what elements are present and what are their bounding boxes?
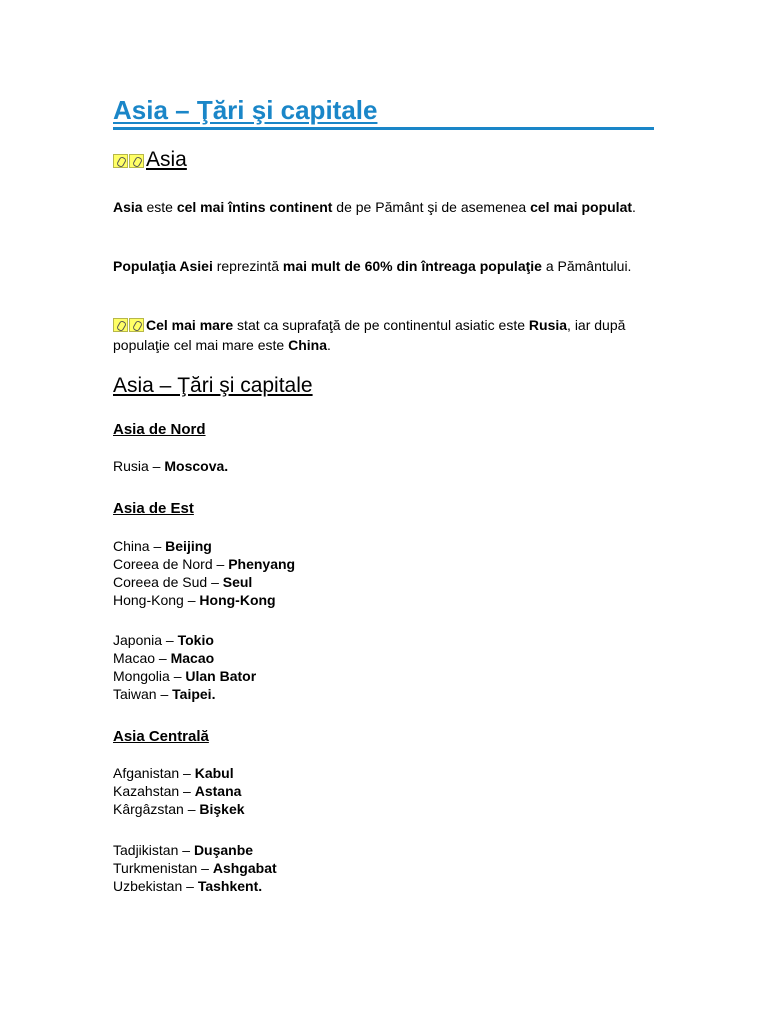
region-heading-east: Asia de Est bbox=[113, 500, 194, 517]
country-list-central-2 bbox=[113, 841, 277, 895]
paperclip-icon bbox=[113, 318, 128, 332]
list-item: Tadjikistan – Duşanbe bbox=[113, 842, 254, 858]
region-heading-central: Asia Centrală bbox=[113, 728, 209, 745]
paperclip-icon-pair bbox=[113, 150, 145, 174]
list-item: Turkmenistan – Ashgabat bbox=[113, 860, 277, 876]
capitals-heading: Asia – Ţări şi capitale bbox=[113, 374, 313, 397]
list-item: Uzbekistan – Tashkent. bbox=[113, 878, 263, 894]
country-list-central-1 bbox=[113, 764, 245, 818]
list-item: Taiwan – Taipei. bbox=[113, 686, 216, 702]
list-item: China – Beijing bbox=[113, 538, 212, 554]
list-item: Rusia – Moscova. bbox=[113, 458, 229, 474]
country-list-east-1 bbox=[113, 537, 295, 609]
paperclip-icon-pair bbox=[113, 318, 145, 336]
paperclip-icon bbox=[129, 154, 144, 168]
page-title: Asia – Ţări şi capitale bbox=[113, 93, 654, 130]
paragraph-3: Cel mai mare stat ca suprafaţă de pe continentul asiatic este Rusia, iar după populaţie cel mai mare este China. bbox=[113, 317, 626, 353]
paperclip-icon bbox=[113, 154, 128, 168]
list-item: Hong-Kong – Hong-Kong bbox=[113, 592, 276, 608]
country-list-east-2 bbox=[113, 631, 256, 703]
list-item: Japonia – Tokio bbox=[113, 632, 214, 648]
paragraph-1: Asia este cel mai întins continent de pe Pământ şi de asemenea cel mai populat. bbox=[113, 199, 636, 215]
list-item: Macao – Macao bbox=[113, 650, 215, 666]
paragraph-2: Populaţia Asiei reprezintă mai mult de 60% din întreaga populaţie a Pământului. bbox=[113, 258, 632, 274]
list-item: Mongolia – Ulan Bator bbox=[113, 668, 257, 684]
list-item: Coreea de Sud – Seul bbox=[113, 574, 253, 590]
asia-heading-text: Asia bbox=[146, 148, 187, 171]
list-item: Afganistan – Kabul bbox=[113, 765, 234, 781]
paperclip-icon bbox=[129, 318, 144, 332]
list-item: Coreea de Nord – Phenyang bbox=[113, 556, 296, 572]
country-list-north bbox=[113, 457, 228, 475]
region-heading-north: Asia de Nord bbox=[113, 421, 206, 438]
list-item: Kazahstan – Astana bbox=[113, 783, 242, 799]
list-item: Kârgâzstan – Bişkek bbox=[113, 801, 245, 817]
asia-heading bbox=[113, 148, 187, 174]
